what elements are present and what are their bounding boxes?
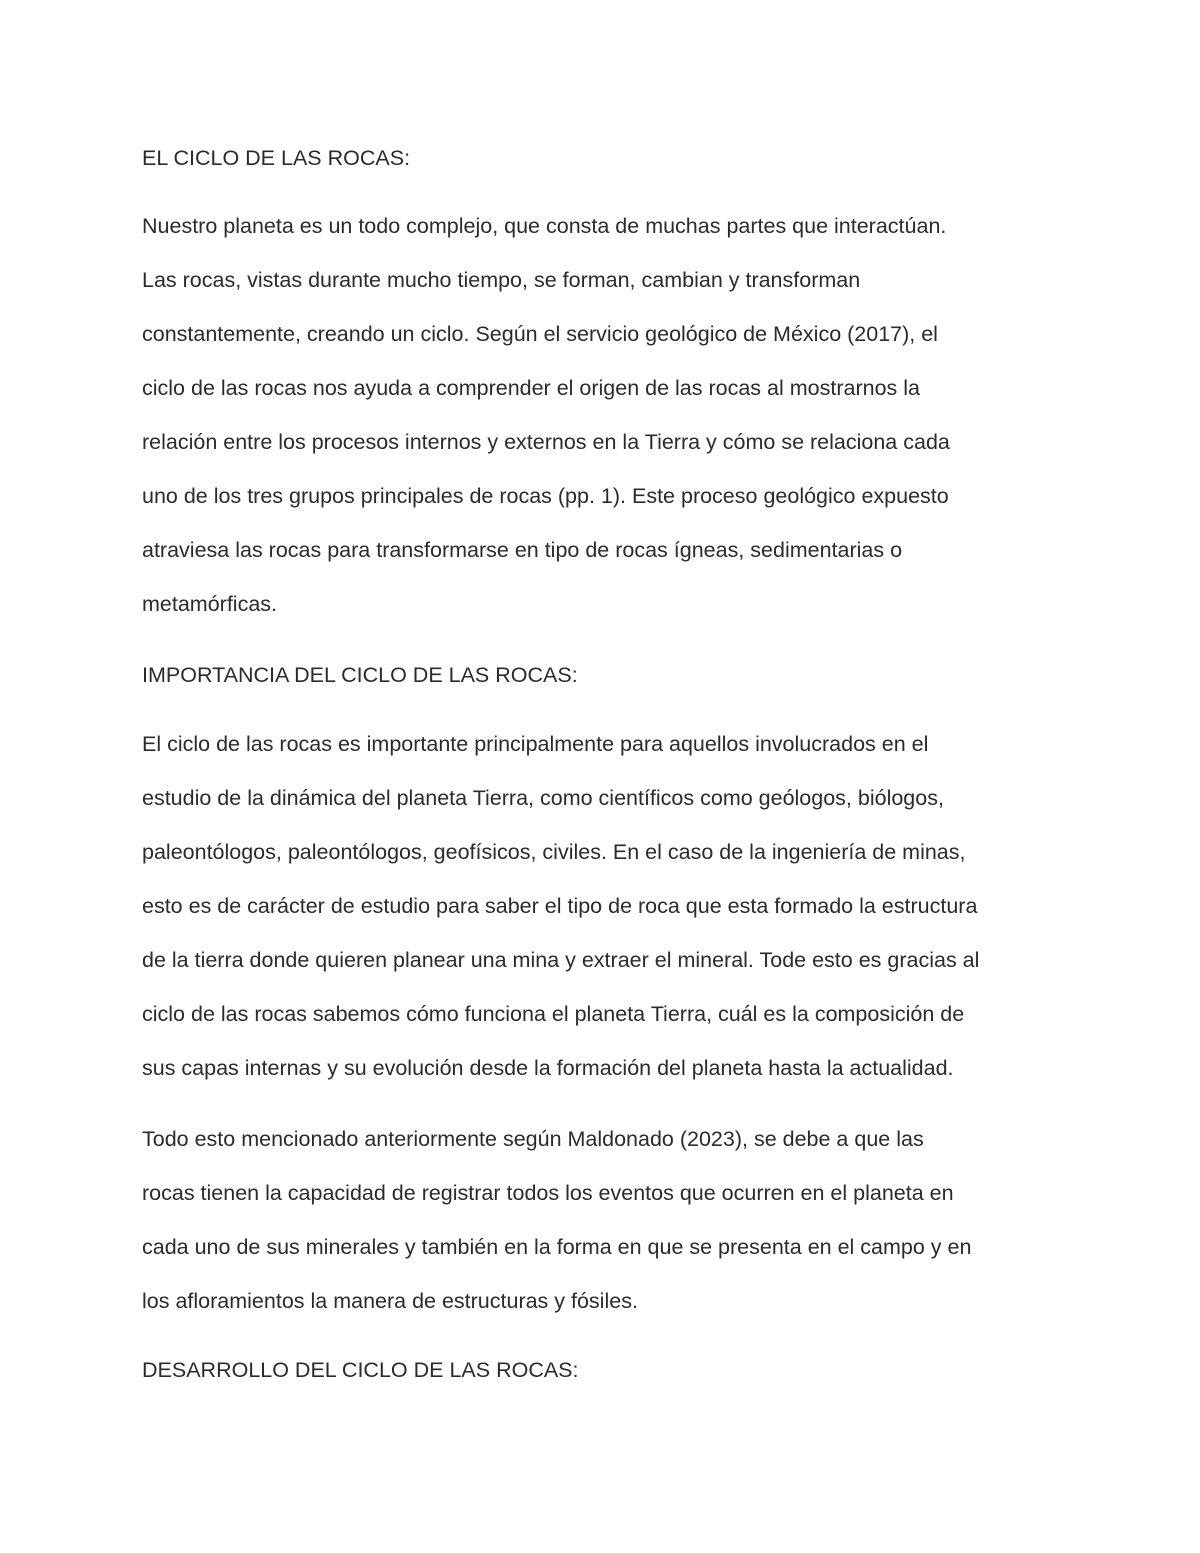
text-line: El ciclo de las rocas es importante principalmente para aquellos involucrados en el <box>142 732 929 756</box>
section-heading-importance: IMPORTANCIA DEL CICLO DE LAS ROCAS: <box>142 663 578 687</box>
text-line: rocas tienen la capacidad de registrar todos los eventos que ocurren en el planeta en <box>142 1181 954 1205</box>
section-heading-development: DESARROLLO DEL CICLO DE LAS ROCAS: <box>142 1358 579 1382</box>
text-line: esto es de carácter de estudio para saber el tipo de roca que esta formado la estructura <box>142 894 978 918</box>
paragraph-intro <box>142 199 950 631</box>
text-line: sus capas internas y su evolución desde la formación del planeta hasta la actualidad. <box>142 1056 954 1080</box>
text-line: estudio de la dinámica del planeta Tierra, como científicos como geólogos, biólogos, <box>142 786 944 810</box>
paragraph-maldonado <box>142 1112 971 1328</box>
text-line: paleontólogos, paleontólogos, geofísicos, civiles. En el caso de la ingeniería de minas, <box>142 840 966 864</box>
text-line: relación entre los procesos internos y externos en la Tierra y cómo se relaciona cada <box>142 430 950 454</box>
text-line: Las rocas, vistas durante mucho tiempo, se forman, cambian y transforman <box>142 268 861 292</box>
section-heading-rock-cycle: EL CICLO DE LAS ROCAS: <box>142 146 411 170</box>
text-line: atraviesa las rocas para transformarse en tipo de rocas ígneas, sedimentarias o <box>142 538 903 562</box>
text-line: metamórficas. <box>142 592 278 616</box>
text-line: Todo esto mencionado anteriormente según Maldonado (2023), se debe a que las <box>142 1127 924 1151</box>
text-line: constantemente, creando un ciclo. Según el servicio geológico de México (2017), el <box>142 322 938 346</box>
text-line: uno de los tres grupos principales de rocas (pp. 1). Este proceso geológico expuesto <box>142 484 949 508</box>
text-line: cada uno de sus minerales y también en la forma en que se presenta en el campo y en <box>142 1235 972 1259</box>
text-line: ciclo de las rocas nos ayuda a comprender el origen de las rocas al mostrarnos la <box>142 376 920 400</box>
text-line: ciclo de las rocas sabemos cómo funciona el planeta Tierra, cuál es la composición de <box>142 1002 965 1026</box>
text-line: Nuestro planeta es un todo complejo, que consta de muchas partes que interactúan. <box>142 214 947 238</box>
text-line: de la tierra donde quieren planear una mina y extraer el mineral. Tode esto es gracias al <box>142 948 980 972</box>
text-line: los afloramientos la manera de estructuras y fósiles. <box>142 1289 638 1313</box>
paragraph-importance <box>142 717 979 1095</box>
